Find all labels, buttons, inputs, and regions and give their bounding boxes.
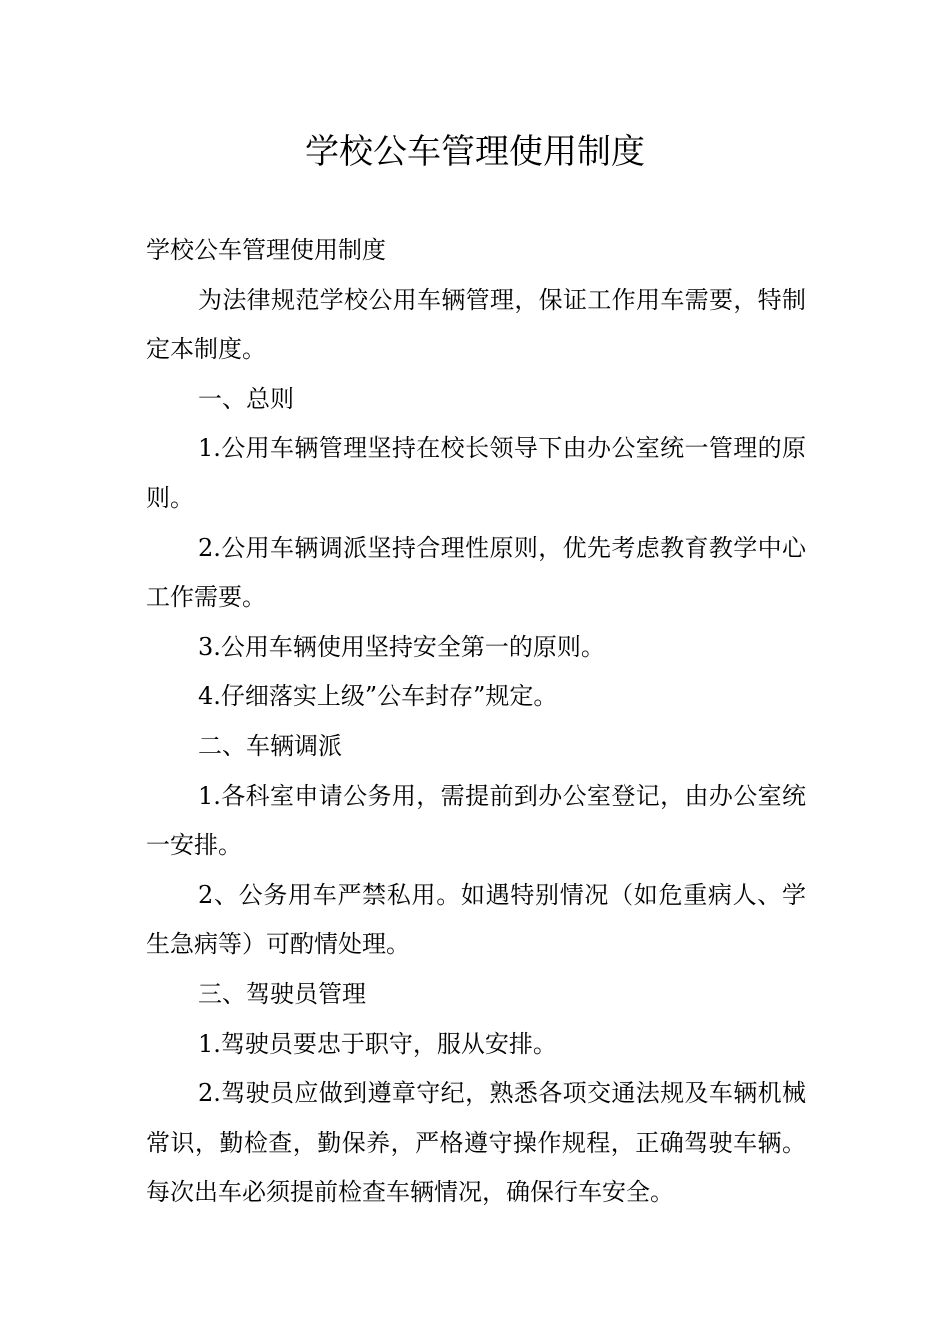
paragraph-subtitle: 学校公车管理使用制度 <box>146 236 386 264</box>
paragraph-dispatch-1: 1.各科室申请公务用，需提前到办公室登记，由办公室统一安排。 <box>146 781 806 860</box>
paragraph-general-2: 2.公用车辆调派坚持合理性原则，优先考虑教育教学中心工作需要。 <box>146 533 806 612</box>
paragraph-drivers-1: 1.驾驶员要忠于职守，服从安排。 <box>198 1029 557 1058</box>
paragraph-general-4: 4.仔细落实上级”公车封存”规定。 <box>198 682 558 711</box>
document-body <box>146 226 806 1218</box>
document-title: 学校公车管理使用制度 <box>305 132 645 172</box>
section-heading-general: 一、总则 <box>198 384 294 413</box>
paragraph-intro: 为法律规范学校公用车辆管理，保证工作用车需要，特制定本制度。 <box>146 285 806 364</box>
paragraph-dispatch-2: 2、公务用车严禁私用。如遇特别情况（如危重病人、学生急病等）可酌情处理。 <box>146 880 806 959</box>
paragraph-general-3: 3.公用车辆使用坚持安全第一的原则。 <box>198 632 605 661</box>
section-heading-dispatch: 二、车辆调派 <box>198 731 342 760</box>
paragraph-general-1: 1.公用车辆管理坚持在校长领导下由办公室统一管理的原则。 <box>146 434 806 512</box>
paragraph-drivers-2: 2.驾驶员应做到遵章守纪，熟悉各项交通法规及车辆机械常识，勤检查，勤保养，严格遵守操作规程，正确驾驶车辆。每次出车必须提前检查车辆情况，确保行车安全。 <box>146 1079 806 1207</box>
section-heading-drivers: 三、驾驶员管理 <box>198 979 366 1008</box>
